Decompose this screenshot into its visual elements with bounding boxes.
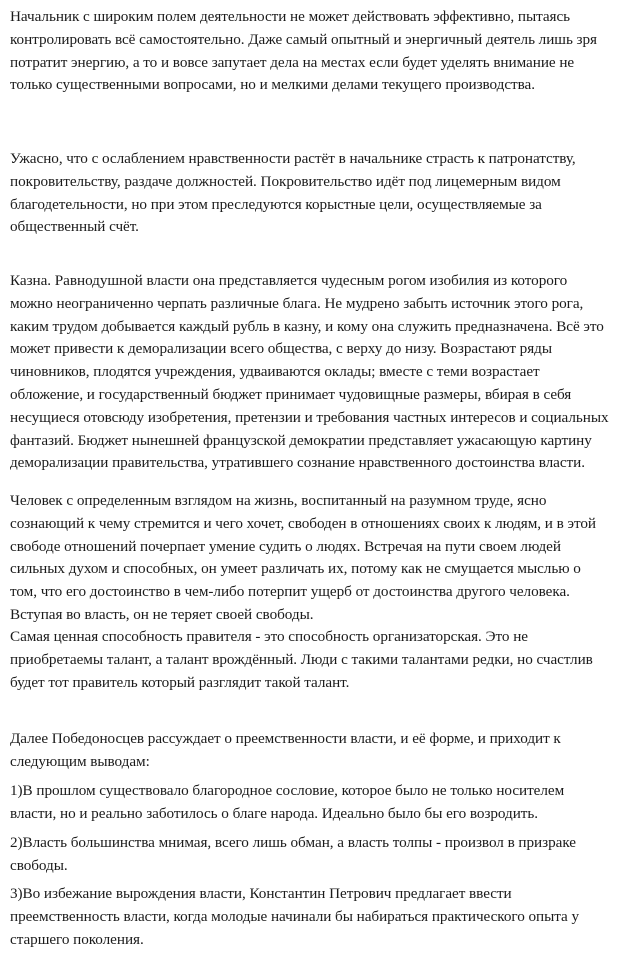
paragraph-conclusions-intro: Далее Победоносцев рассуждает о преемственности власти, и её форме, и приходит к следующим выводам: [10,730,561,770]
paragraph-treasury: Казна. Равнодушной власти она представляется чудесным рогом изобилия из которого можно неограниченно черпать различные блага. Не мудрено забыть источник этого рога, каким трудом добывается каждый рубль в казну, и кому она служить предназначена. Всё это может привести к деморализации всего общества, с верху до низу. Возрастают ряды чиновников, плодятся учреждения, удваиваются оклады; вместе с теми возрастает обложение, и государственный бюджет принимает чудовищные размеры, вбирая в себя несущиеся отовсюду изобретения, претензии и требования частных интересов и социальных фантазий. Бюджет нынешней французской демократии представляет ужасающую картину деморализации правительства, утратившего сознание нравственного достоинства власти. [10,272,609,472]
list-item-conclusion-3: 3)Во избежание вырождения власти, Константин Петрович предлагает ввести преемственность власти, когда молодые начинали бы набираться практического опыта у старшего поколения. [10,885,580,948]
list-item-conclusion-2: 2)Власть большинства мнимая, всего лишь обман, а власть толпы - произвол в призраке свободы. [10,834,576,874]
paragraph-patronage: Ужасно, что с ослаблением нравственности растёт в начальнике страсть к патронатству, покровительству, раздаче должностей. Покровительство идёт под лицемерным видом благодетельности, но при этом преследуются корыстные цели, осуществляемые за общественный счёт. [10,150,576,236]
paragraph-free-person: Человек с определенным взглядом на жизнь, воспитанный на разумном труде, ясно сознающий к чему стремится и чего хочет, свободен в отношениях своих к людям, и в этой свободе отношений почерпает умение судить о людях. Встречая на пути своем людей сильных духом и способных, он умеет различать их, потому как не смущается мыслью о том, что его достоинство в чем-либо потерпит ущерб от достоинства другого человека. Вступая во власть, он не теряет своей свободы. [10,492,596,623]
paragraph-delegation: Начальник с широким полем деятельности не может действовать эффективно, пытаясь контролировать всё самостоятельно. Даже самый опытный и энергичный деятель лишь зря потратит энергию, а то и вовсе запутает дела на местах если будет уделять внимание не только существенными вопросами, но и мелкими делами текущего производства. [10,8,597,94]
list-item-conclusion-1: 1)В прошлом существовало благородное сословие, которое было не только носителем власти, но и реально заботилось о благе народа. Идеально было бы его возродить. [10,782,565,822]
paragraph-organizer-talent: Самая ценная способность правителя - это способность организаторская. Это не приобретаемы талант, а талант врождённый. Люди с такими талантами редки, но счастлив будет тот правитель который разглядит такой талант. [10,628,593,691]
